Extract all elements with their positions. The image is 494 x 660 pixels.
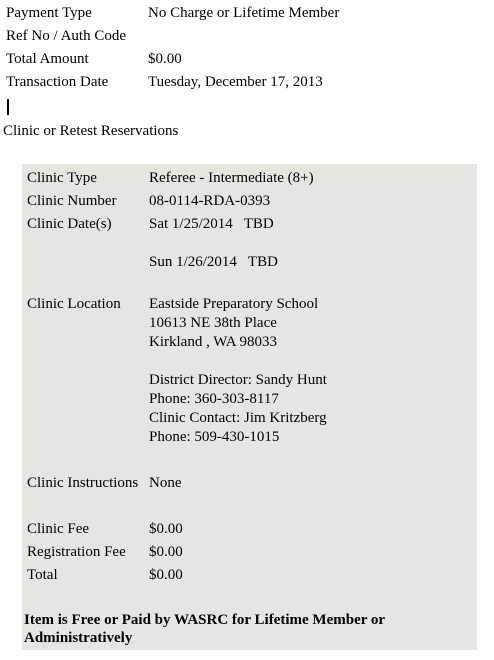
clinic-instructions-label: Clinic Instructions	[27, 475, 139, 491]
total-amount-value: $0.00	[148, 51, 182, 67]
clinic-date-1: Sat 1/25/2014 TBD	[149, 216, 274, 232]
total-amount-label: Total Amount	[6, 51, 89, 67]
clinic-instructions-value: None	[149, 475, 182, 491]
clinic-contact: Clinic Contact: Jim Kritzberg	[149, 410, 327, 426]
clinic-type-label: Clinic Type	[27, 170, 97, 186]
clinic-fee-value: $0.00	[149, 521, 183, 537]
section-heading: Clinic or Retest Reservations	[3, 123, 179, 139]
district-director: District Director: Sandy Hunt	[149, 372, 327, 388]
clinic-type-value: Referee - Intermediate (8+)	[149, 170, 314, 186]
clinic-number-value: 08-0114-RDA-0393	[149, 193, 271, 209]
clinic-fee-label: Clinic Fee	[27, 521, 90, 537]
text-cursor	[7, 99, 9, 115]
registration-fee-label: Registration Fee	[27, 544, 126, 560]
total-value: $0.00	[149, 567, 183, 583]
clinic-number-label: Clinic Number	[27, 193, 117, 209]
total-label: Total	[27, 567, 58, 583]
ref-no-label: Ref No / Auth Code	[6, 28, 126, 44]
location-street: 10613 NE 38th Place	[149, 315, 277, 331]
transaction-date-label: Transaction Date	[6, 74, 109, 90]
clinic-dates-label: Clinic Date(s)	[27, 216, 112, 232]
director-phone: Phone: 360-303-8117	[149, 391, 279, 407]
clinic-location-label: Clinic Location	[27, 296, 121, 312]
contact-phone: Phone: 509-430-1015	[149, 429, 280, 445]
clinic-details-panel	[22, 164, 477, 650]
registration-fee-value: $0.00	[149, 544, 183, 560]
location-name: Eastside Preparatory School	[149, 296, 319, 312]
transaction-date-value: Tuesday, December 17, 2013	[148, 74, 323, 90]
payment-type-value: No Charge or Lifetime Member	[148, 5, 340, 21]
location-city: Kirkland , WA 98033	[149, 334, 278, 350]
clinic-date-2: Sun 1/26/2014 TBD	[149, 254, 278, 270]
payment-type-label: Payment Type	[6, 5, 92, 21]
payment-note: Item is Free or Paid by WASRC for Lifetime Member or Administratively	[24, 612, 385, 646]
